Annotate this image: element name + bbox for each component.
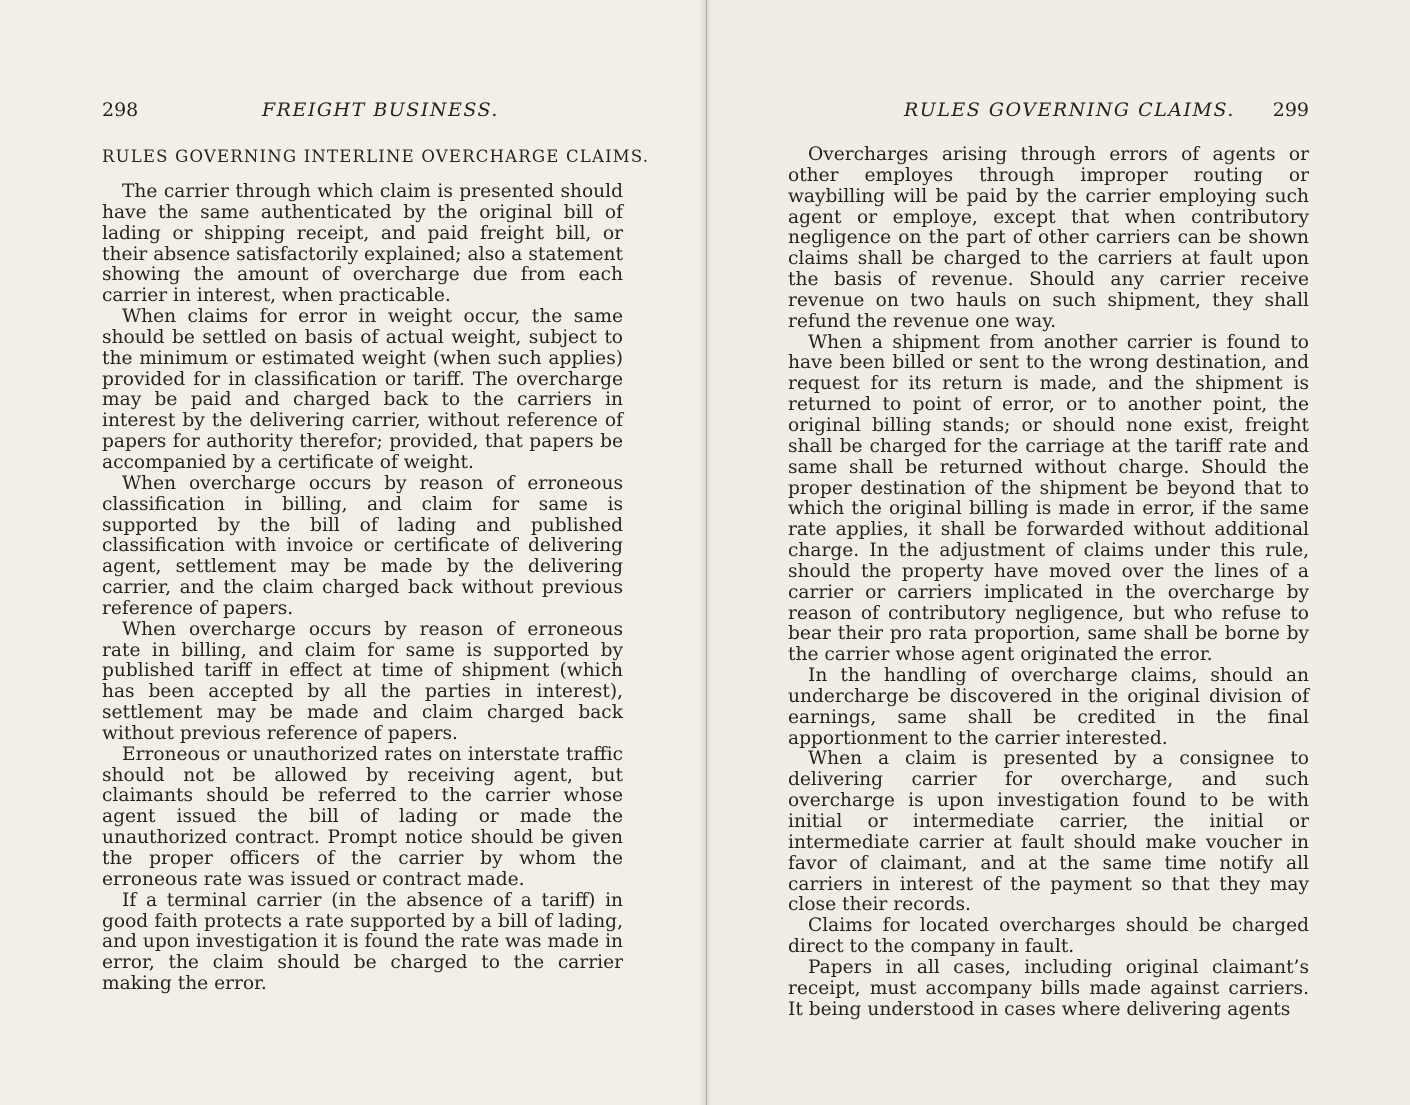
left-page-number: 298 <box>102 99 139 121</box>
paragraph: When a claim is presented by a consignee to delivering carrier for overcharge, and such overcharge is upon investigation found to be with initial or intermediate carrier, the initial or intermediate carrier at fault should make voucher in favor of claimant, and at the same time notify all carriers in interest of the payment so that they may close their records. <box>788 748 1309 916</box>
right-running-head <box>788 97 1309 123</box>
right-running-title: RULES GOVERNING CLAIMS. <box>904 99 1235 121</box>
paragraph: When a shipment from another carrier is found to have been billed or sent to the wrong destination, and request for its return is made, and the shipment is returned to point of error, or to another point, the original billing stands; or should none exist, freight shall be charged for the carriage at the tariff rate and same shall be returned without charge. Should the proper destination of the shipment be beyond that to which the original billing is made in error, if the same rate applies, it shall be forwarded without additional charge. In the adjustment of claims under this rule, should the property have moved over the lines of a carrier or carriers implicated in the overcharge by reason of contributory negligence, but who refuse to bear their pro rata proportion, same shall be borne by the carrier whose agent originated the error. <box>788 331 1309 666</box>
paragraph: When overcharge occurs by reason of erroneous rate in billing, and claim for same is supported by published tariff in effect at time of shipment (which has been accepted by all the parties in interest), settlement may be made and claim charged back without previous reference of papers. <box>102 618 623 744</box>
paragraph: Erroneous or unauthorized rates on interstate traffic should not be allowed by receiving agent, but claimants should be referred to the carrier whose agent issued the bill of lading or made the unauthorized contract. Prompt notice should be given the proper officers of the carrier by whom the erroneous rate was issued or contract made. <box>102 743 623 890</box>
paragraph: Overcharges arising through errors of agents or other employes through improper routing or waybilling will be paid by the carrier employing such agent or employe, except that when contributory negligence on the part of other carriers can be shown claims shall be charged to the carriers at fault upon the basis of revenue. Should any carrier receive revenue on two hauls on such shipment, they shall refund the revenue one way. <box>788 144 1309 332</box>
right-body-text <box>788 145 1309 1020</box>
paragraph: Papers in all cases, including original claimant’s receipt, must accompany bills made against carriers. It being understood in cases where delivering agents <box>788 956 1309 1020</box>
left-running-title: FREIGHT BUSINESS. <box>262 99 499 121</box>
left-body-text <box>102 182 623 995</box>
right-page <box>705 0 1410 1105</box>
paragraph: When overcharge occurs by reason of erroneous classification in billing, and claim for same is supported by the bill of lading and published classification with invoice or certificate of delivering agent, settlement may be made by the delivering carrier, and the claim charged back without previous reference of papers. <box>102 472 623 619</box>
paragraph: In the handling of overcharge claims, should an undercharge be discovered in the original division of earnings, same shall be credited in the final apportionment to the carrier interested. <box>788 665 1309 749</box>
paragraph: If a terminal carrier (in the absence of a tariff) in good faith protects a rate supported by a bill of lading, and upon investigation it is found the rate was made in error, the claim should be charged to the carrier making the error. <box>102 889 623 995</box>
right-page-number: 299 <box>1272 99 1309 121</box>
paragraph: When claims for error in weight occur, the same should be settled on basis of actual weight, subject to the minimum or estimated weight (when such applies) provided for in classification or tariff. The overcharge may be paid and charged back to the carriers in interest by the delivering carrier, without reference of papers for authority therefor; provided, that papers be accompanied by a certificate of weight. <box>102 306 623 473</box>
paragraph: The carrier through which claim is presented should have the same authenticated by the original bill of lading or shipping receipt, and paid freight bill, or their absence satisfactorily explained; also a statement showing the amount of overcharge due from each carrier in interest, when practicable. <box>102 181 623 307</box>
left-running-head <box>102 97 623 123</box>
book-spine-line <box>706 0 707 1105</box>
section-heading: RULES GOVERNING INTERLINE OVERCHARGE CLAIMS. <box>102 147 650 166</box>
paragraph: Claims for located overcharges should be charged direct to the company in fault. <box>788 915 1309 958</box>
